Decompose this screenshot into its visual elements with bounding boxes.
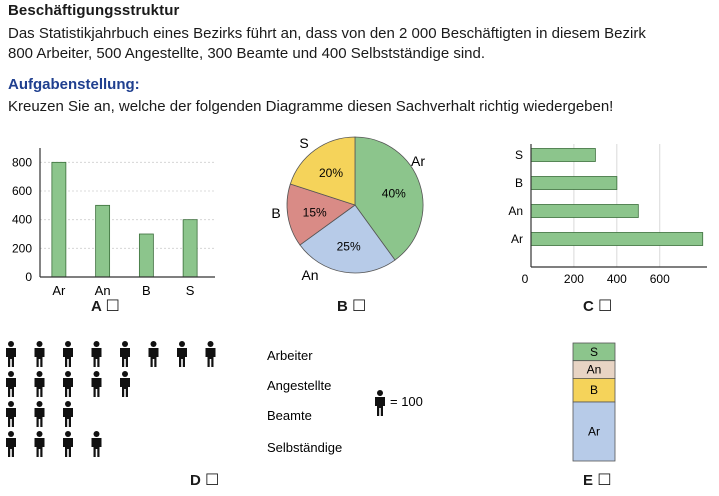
pictogram-row-label: Angestellte: [267, 378, 332, 393]
chart-c-bar-an: [531, 205, 638, 218]
option-a-letter: A: [91, 298, 102, 315]
chart-c-bar-b: [531, 177, 617, 190]
task-heading: Aufgabenstellung:: [8, 76, 140, 93]
person-icon: [35, 341, 45, 367]
person-icon: [120, 371, 130, 397]
chart-c-y-tick: An: [508, 204, 523, 218]
person-icon: [6, 401, 16, 427]
option-b-letter: B: [337, 298, 348, 315]
person-icon: [92, 371, 102, 397]
person-icon: [149, 341, 159, 367]
pie-percent-label: 25%: [336, 239, 361, 254]
intro-line-2: 800 Arbeiter, 500 Angestellte, 300 Beamte und 400 Selbstständige sind.: [8, 45, 486, 62]
chart-d: [0, 335, 460, 470]
option-d-letter: D: [190, 472, 201, 489]
pie-category-label: S: [299, 135, 309, 151]
person-icon: [63, 401, 73, 427]
chart-a-bar-ar: [52, 162, 66, 277]
chart-c-y-tick: Ar: [511, 232, 523, 246]
intro-line-1: Das Statistikjahrbuch eines Bezirks führt an, dass von den 2 000 Beschäftigten in diesem Bezirk: [8, 25, 646, 42]
person-icon: [177, 341, 187, 367]
page-title: Beschäftigungsstruktur: [8, 2, 180, 19]
chart-c-x-tick: 400: [606, 272, 627, 286]
chart-b: [270, 128, 440, 293]
option-b-checkbox[interactable]: ☐: [352, 298, 367, 315]
chart-a-y-tick: 800: [11, 155, 32, 170]
pie-percent-label: 20%: [319, 165, 344, 180]
option-a-label: [91, 296, 120, 316]
chart-c-y-tick: S: [514, 148, 523, 162]
chart-a-y-tick: 400: [11, 212, 32, 227]
option-e-label: [583, 470, 612, 490]
stacked-segment-label: Ar: [588, 424, 600, 439]
chart-a-y-tick: 200: [11, 241, 32, 256]
chart-a: [0, 130, 240, 315]
option-d-checkbox[interactable]: ☐: [205, 472, 220, 489]
chart-c-y-tick: B: [514, 176, 523, 190]
pie-percent-label: 40%: [381, 186, 406, 201]
chart-c-x-tick: 200: [563, 272, 584, 286]
person-icon: [6, 341, 16, 367]
person-icon: [120, 341, 130, 367]
pictogram-key-label: = 100: [390, 394, 423, 409]
person-icon: [63, 341, 73, 367]
stacked-segment-label: An: [586, 362, 602, 377]
option-c-label: [583, 296, 612, 316]
person-icon: [92, 431, 102, 457]
chart-a-x-tick: B: [142, 283, 151, 298]
chart-a-bar-s: [183, 220, 197, 277]
person-icon: [6, 431, 16, 457]
person-icon: [63, 431, 73, 457]
chart-c-bar-ar: [531, 233, 703, 246]
pie-percent-label: 15%: [302, 205, 327, 220]
chart-c-bar-s: [531, 149, 595, 162]
chart-a-x-tick: An: [94, 283, 111, 298]
pictogram-row-label: Selbständige: [267, 440, 343, 455]
person-icon: [206, 341, 216, 367]
chart-a-bar-an: [96, 205, 110, 277]
stacked-segment-label: S: [589, 344, 599, 359]
chart-a-x-tick: Ar: [52, 283, 66, 298]
option-a-checkbox[interactable]: ☐: [105, 298, 120, 315]
option-e-checkbox[interactable]: ☐: [597, 472, 612, 489]
chart-c: [495, 130, 715, 295]
option-c-letter: C: [583, 298, 594, 315]
pictogram-row-label: Beamte: [267, 408, 312, 423]
option-e-letter: E: [583, 472, 594, 489]
chart-a-x-tick: S: [185, 283, 195, 298]
option-c-checkbox[interactable]: ☐: [598, 298, 613, 315]
option-b-label: [337, 296, 366, 316]
person-icon: [35, 371, 45, 397]
person-icon: [92, 341, 102, 367]
option-d-label: [190, 470, 219, 490]
person-icon: [375, 390, 385, 416]
pie-category-label: B: [271, 205, 281, 221]
person-icon: [6, 371, 16, 397]
chart-c-x-tick: 600: [649, 272, 670, 286]
chart-a-y-tick: 0: [25, 270, 32, 284]
person-icon: [35, 401, 45, 427]
chart-e: [560, 338, 640, 468]
pictogram-row-label: Arbeiter: [267, 348, 313, 363]
chart-c-x-tick: 0: [521, 272, 529, 286]
pie-category-label: An: [301, 267, 319, 283]
pie-category-label: Ar: [411, 153, 425, 169]
chart-a-bar-b: [139, 234, 153, 277]
pictogram-key: [375, 390, 423, 416]
task-text: Kreuzen Sie an, welche der folgenden Diagramme diesen Sachverhalt richtig wiedergeben!: [8, 98, 614, 115]
chart-a-y-tick: 600: [11, 184, 32, 198]
person-icon: [35, 431, 45, 457]
person-icon: [63, 371, 73, 397]
stacked-segment-label: B: [589, 383, 599, 398]
